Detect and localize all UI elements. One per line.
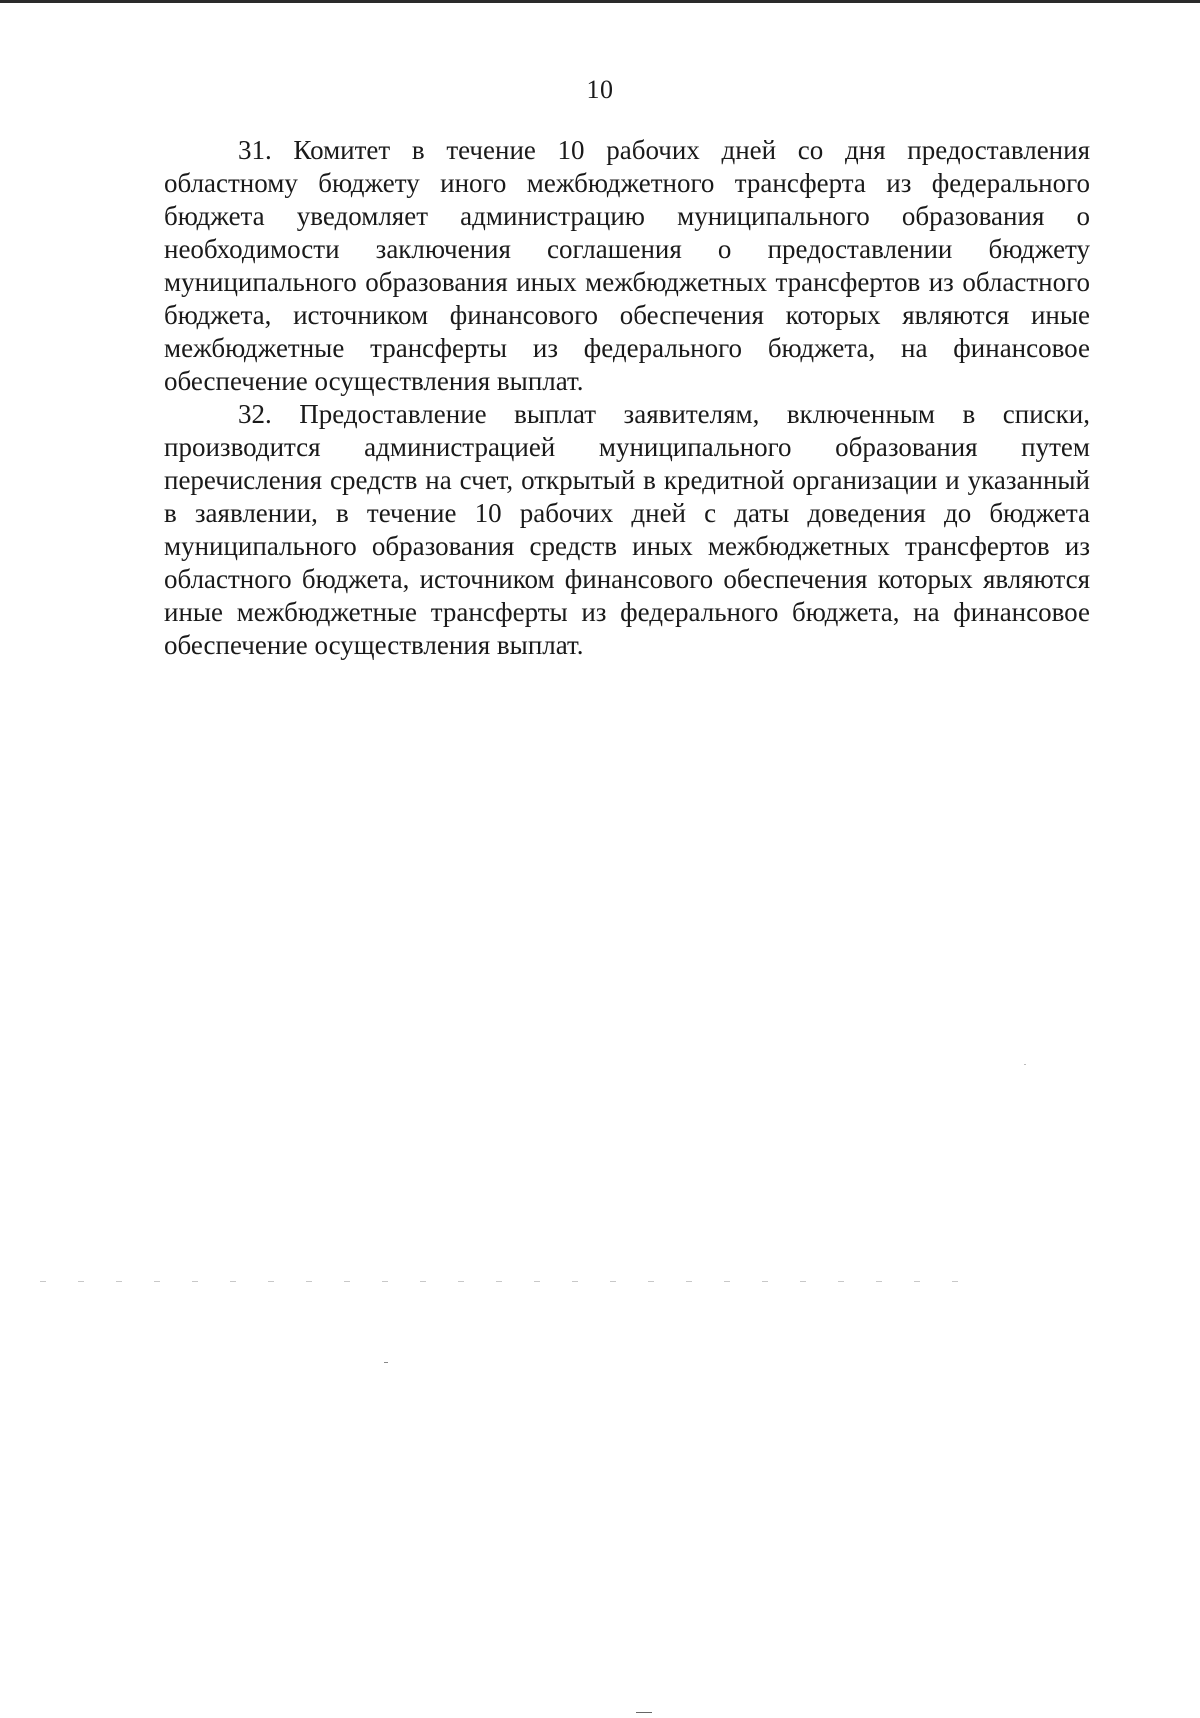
paragraph-32: 32. Предоставление выплат заявителям, включенным в списки, производится администрацией муниципального образования путем перечисления средств на счет, открытый в кредитной организации и указанный в заявлении, в течение 10 рабочих дней с даты доведения до бюджета муниципального образования средств иных межбюджетных трансфертов из областного бюджета, источником финансового обеспечения которых являются иные межбюджетные трансферты из федерального бюджета, на финансовое обеспечение осуществления выплат. <box>164 399 1090 660</box>
scan-artifact-line <box>40 1281 960 1282</box>
document-body <box>164 134 1090 662</box>
scan-top-edge <box>0 0 1200 3</box>
scan-artifact-dot <box>1024 1064 1026 1065</box>
scan-artifact-dot <box>636 1712 652 1713</box>
scan-artifact-dot <box>384 1362 388 1363</box>
paragraph-31: 31. Комитет в течение 10 рабочих дней со дня предоставления областному бюджету иного межбюджетного трансферта из федерального бюджета уведомляет администрацию муниципального образования о необходимости заключения соглашения о предоставлении бюджету муниципального образования иных межбюджетных трансфертов из областного бюджета, источником финансового обеспечения которых являются иные межбюджетные трансферты из федерального бюджета, на финансовое обеспечение осуществления выплат. <box>164 135 1090 396</box>
page-number: 10 <box>586 75 614 104</box>
